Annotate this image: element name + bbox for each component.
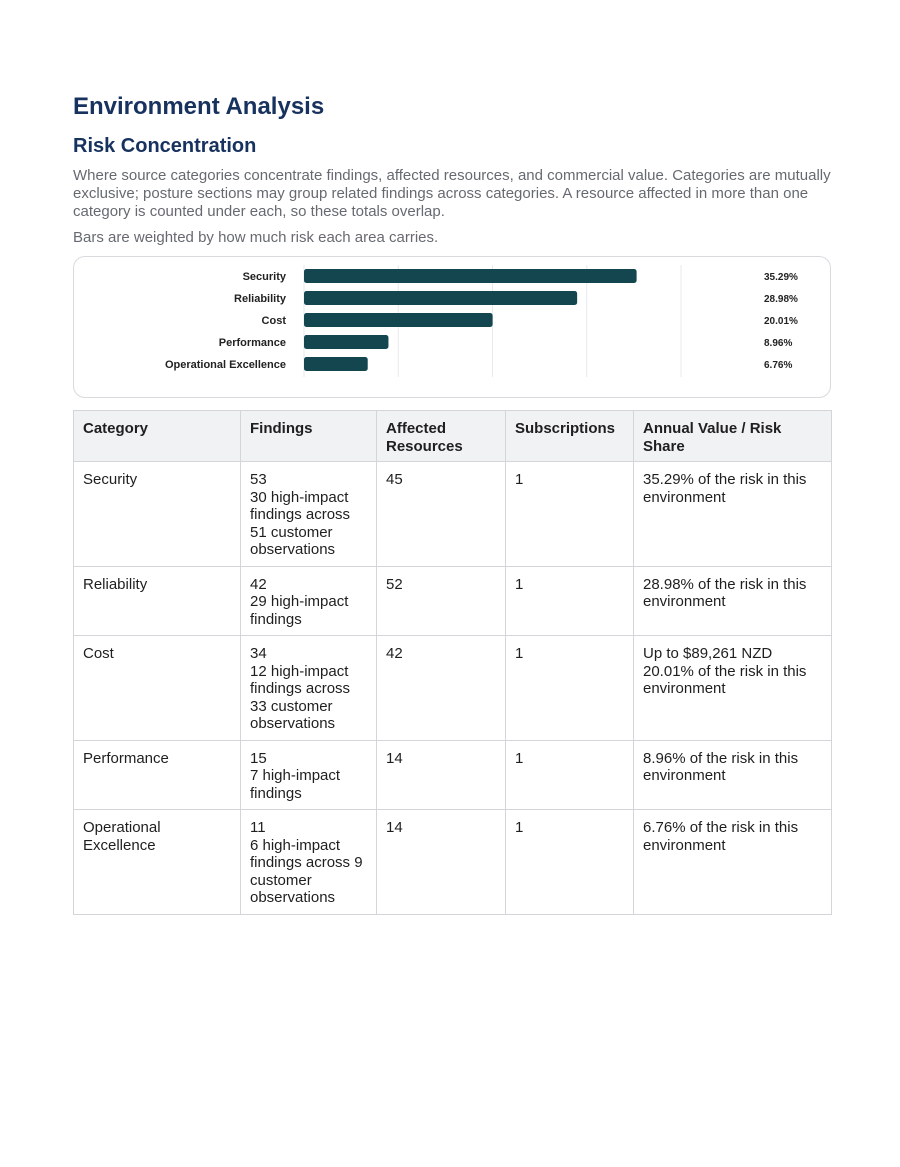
category-cell: Cost bbox=[74, 636, 241, 741]
affected-resources-cell: 14 bbox=[377, 740, 506, 810]
table-row bbox=[74, 566, 832, 636]
value-risk-cell bbox=[634, 740, 832, 810]
risk-chart-card bbox=[73, 256, 831, 398]
findings-detail: 12 high-impact findings across 33 customer observations bbox=[250, 662, 351, 732]
header-affected-resources: Affected Resources bbox=[377, 411, 506, 462]
findings-detail: 30 high-impact findings across 51 customer observations bbox=[250, 488, 351, 558]
chart-note: Bars are weighted by how much risk each area carries. bbox=[73, 229, 439, 246]
category-tick-label: Performance bbox=[218, 337, 286, 349]
bar-cost bbox=[304, 313, 493, 327]
value-risk-cell bbox=[634, 636, 832, 741]
value-risk-cell bbox=[634, 462, 832, 567]
findings-detail: 6 high-impact findings across 9 customer observations bbox=[250, 836, 363, 906]
findings-count: 53 bbox=[250, 471, 267, 488]
risk-share-text: 35.29% of the risk in this environment bbox=[643, 471, 807, 506]
table-row bbox=[74, 462, 832, 567]
bar-performance bbox=[304, 335, 388, 349]
annual-value-text: Up to $89,261 NZD bbox=[643, 645, 773, 662]
table-row bbox=[74, 740, 832, 810]
risk-table bbox=[73, 410, 832, 915]
header-category: Category bbox=[74, 411, 241, 462]
affected-resources-cell: 14 bbox=[377, 810, 506, 915]
value-risk-cell bbox=[634, 566, 832, 636]
subscriptions-cell: 1 bbox=[506, 566, 634, 636]
findings-cell bbox=[241, 566, 377, 636]
bar-value-label: 35.29% bbox=[764, 272, 798, 283]
header-annual-value-risk-share: Annual Value / Risk Share bbox=[634, 411, 832, 462]
bar-value-label: 28.98% bbox=[764, 294, 798, 305]
findings-detail: 7 high-impact findings bbox=[250, 767, 341, 802]
category-cell: Performance bbox=[74, 740, 241, 810]
risk-share-text: 20.01% of the risk in this environment bbox=[643, 662, 807, 697]
subscriptions-cell: 1 bbox=[506, 462, 634, 567]
section-title: Risk Concentration bbox=[73, 135, 257, 157]
findings-count: 15 bbox=[250, 749, 267, 767]
affected-resources-cell: 42 bbox=[377, 636, 506, 741]
risk-share-text: 8.96% of the risk in this environment bbox=[643, 749, 799, 784]
table-header-row bbox=[74, 411, 832, 462]
category-tick-label: Reliability bbox=[234, 293, 286, 305]
section-intro: Where source categories concentrate findings, affected resources, and commercial value. Categories are mutually exclusive; posture sections may group related findings across categories. A resource affected in more than one category is counted under each, so these totals overlap. bbox=[73, 167, 831, 220]
category-cell: Security bbox=[74, 462, 241, 567]
findings-cell bbox=[241, 740, 377, 810]
bar-security bbox=[304, 269, 637, 283]
bar-reliability bbox=[304, 291, 577, 305]
category-cell: Reliability bbox=[74, 566, 241, 636]
bar-operational-excellence bbox=[304, 357, 368, 371]
risk-share-text: 6.76% of the risk in this environment bbox=[643, 819, 799, 854]
bar-value-label: 8.96% bbox=[764, 338, 793, 349]
affected-resources-cell: 52 bbox=[377, 566, 506, 636]
affected-resources-cell: 45 bbox=[377, 462, 506, 567]
category-tick-label: Cost bbox=[261, 315, 286, 327]
subscriptions-cell: 1 bbox=[506, 636, 634, 741]
subscriptions-cell: 1 bbox=[506, 810, 634, 915]
risk-bar-chart bbox=[74, 257, 830, 397]
findings-cell bbox=[241, 462, 377, 567]
table-row bbox=[74, 636, 832, 741]
bar-value-label: 6.76% bbox=[764, 360, 793, 371]
category-tick-label: Operational Excellence bbox=[164, 359, 286, 371]
findings-count: 42 bbox=[250, 575, 267, 593]
findings-count: 34 bbox=[250, 645, 267, 662]
page-title: Environment Analysis bbox=[73, 93, 325, 120]
table-row bbox=[74, 810, 832, 915]
value-risk-cell bbox=[634, 810, 832, 915]
category-cell: Operational Excellence bbox=[74, 810, 241, 915]
risk-share-text: 28.98% of the risk in this environment bbox=[643, 575, 807, 610]
findings-cell bbox=[241, 636, 377, 741]
findings-detail: 29 high-impact findings bbox=[250, 593, 349, 628]
header-subscriptions: Subscriptions bbox=[506, 411, 634, 462]
subscriptions-cell: 1 bbox=[506, 740, 634, 810]
category-tick-label: Security bbox=[242, 271, 286, 283]
header-findings: Findings bbox=[241, 411, 377, 462]
findings-cell bbox=[241, 810, 377, 915]
bar-value-label: 20.01% bbox=[764, 316, 798, 327]
findings-count: 11 bbox=[250, 819, 266, 836]
